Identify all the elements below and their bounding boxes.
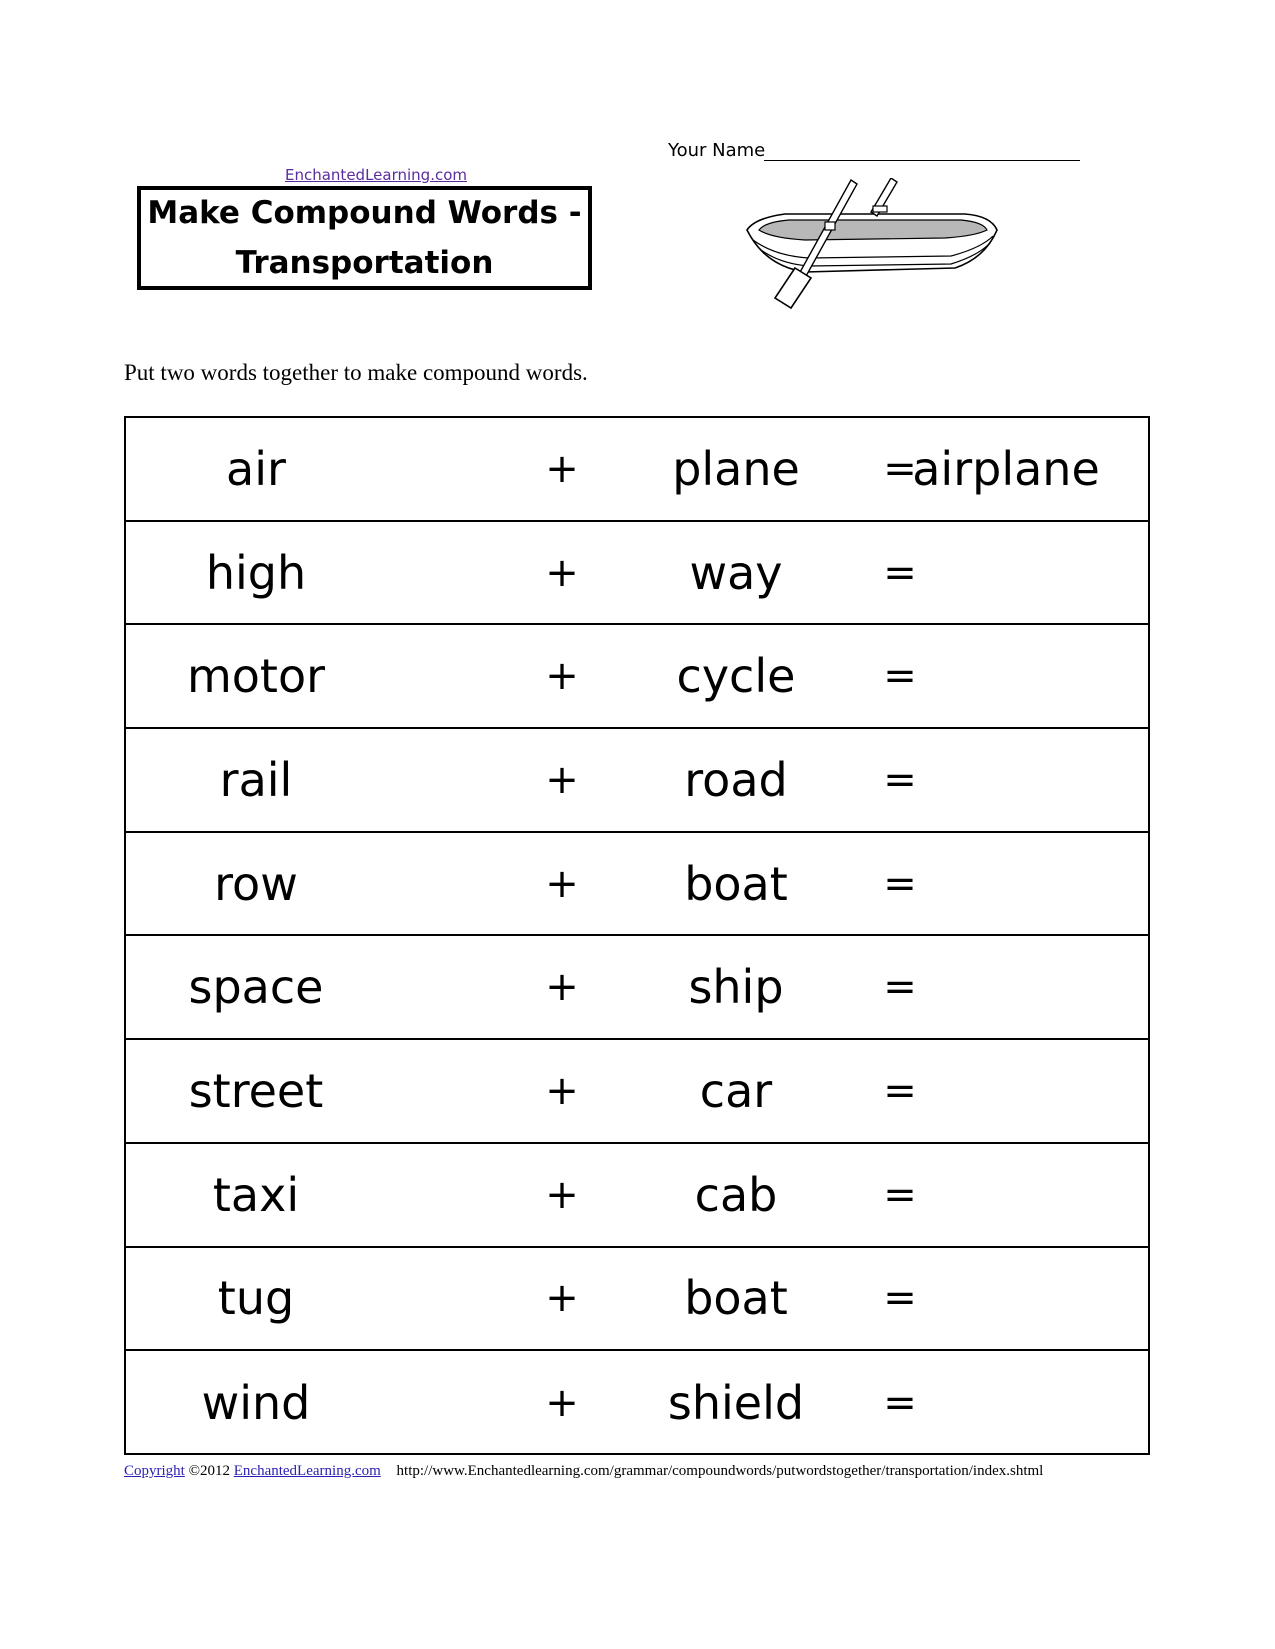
first-word: air [226,441,286,496]
second-word: cab [694,1167,778,1222]
first-word: high [205,545,307,600]
footer-site-link[interactable]: EnchantedLearning.com [233,1463,381,1479]
equals-sign: = [883,1275,917,1322]
copyright-link[interactable]: Copyright [124,1463,185,1479]
answer-field[interactable] [886,1144,1126,1246]
plus-sign: + [545,1275,579,1322]
equals-sign: = [883,964,917,1011]
first-word: motor [186,649,326,704]
plus-sign: + [545,1171,579,1218]
first-word: street [188,1063,324,1118]
plus-sign: + [545,549,579,596]
first-word: wind [201,1376,311,1431]
second-word: car [699,1063,773,1118]
equals-sign: = [883,1380,917,1427]
answer-field[interactable] [886,1248,1126,1350]
plus-sign: + [545,860,579,907]
answer-field[interactable] [886,936,1126,1038]
table-row [126,936,1148,1040]
answer-field[interactable] [886,833,1126,935]
plus-sign: + [545,1380,579,1427]
plus-sign: + [545,756,579,803]
answer-field[interactable] [886,625,1126,727]
table-row [126,1351,1148,1455]
table-row [126,418,1148,522]
second-word: ship [688,960,784,1015]
second-word: cycle [676,649,796,704]
second-word: road [684,752,788,807]
answer-field[interactable] [886,1040,1126,1142]
second-word: boat [684,856,788,911]
answer-field[interactable] [886,1351,1126,1455]
worksheet-title-box [137,186,592,290]
second-word: shield [667,1376,805,1431]
title-line-2: Transportation [235,245,494,281]
table-row [126,522,1148,626]
footer [124,1463,1043,1480]
plus-sign: + [545,653,579,700]
equals-sign: = [883,1067,917,1114]
equals-sign: = [883,860,917,907]
second-word: boat [684,1271,788,1326]
compound-word-table [124,416,1150,1455]
name-field-line[interactable] [764,160,1080,161]
rowboat-icon [745,178,1005,328]
answer-field[interactable] [886,729,1126,831]
second-word: way [689,545,783,600]
first-word: rail [219,752,293,807]
second-word: plane [672,441,800,496]
site-link[interactable]: EnchantedLearning.com [285,166,467,184]
equals-sign: = [883,653,917,700]
page-url: http://www.Enchantedlearning.com/grammar/compoundwords/putwordstogether/transportation/index.shtml [396,1463,1044,1479]
table-row [126,625,1148,729]
table-row [126,729,1148,833]
plus-sign: + [545,964,579,1011]
plus-sign: + [545,445,579,492]
table-row [126,1040,1148,1144]
equals-sign: = [883,756,917,803]
your-name-label: Your Name [668,140,766,161]
first-word: taxi [212,1167,300,1222]
title-line-1: Make Compound Words - [147,195,582,231]
table-row [126,833,1148,937]
copyright-year: ©2012 [188,1463,230,1479]
equals-sign: = [883,549,917,596]
answer-field[interactable] [886,522,1126,624]
plus-sign: + [545,1067,579,1114]
equals-sign: = [883,1171,917,1218]
table-row [126,1144,1148,1248]
equals-sign: = [883,445,917,492]
first-word: tug [217,1271,295,1326]
first-word: row [214,856,298,911]
answer-field[interactable]: airplane [912,441,1100,496]
table-row [126,1248,1148,1352]
first-word: space [188,960,324,1015]
instructions-text: Put two words together to make compound words. [124,360,588,385]
